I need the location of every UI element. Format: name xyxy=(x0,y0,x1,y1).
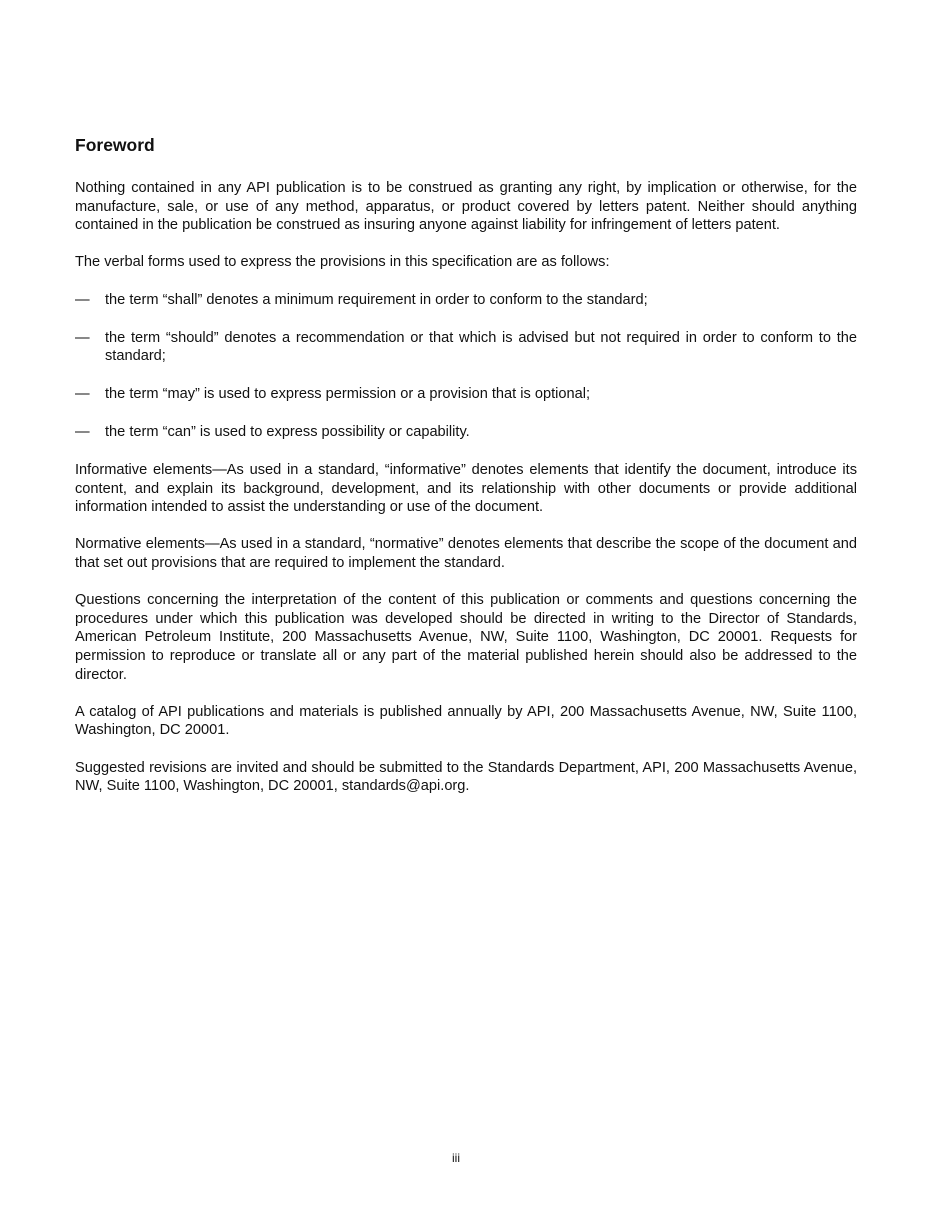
list-item-should xyxy=(75,329,857,366)
list-item-text: the term “should” denotes a recommendation or that which is advised but not required in order to conform to the standard; xyxy=(105,329,857,365)
list-item-text: the term “may” is used to express permission or a provision that is optional; xyxy=(105,386,591,403)
list-item-text: the term “can” is used to express possibility or capability. xyxy=(105,424,470,441)
paragraph-patent-disclaimer: Nothing contained in any API publication is to be construed as granting any right, by implication or otherwise, for the manufacture, sale, or use of any method, apparatus, or product covered by letters patent. Neither should anything contained in the publication be construed as insuring anyone against liability for infringement of letters patent. xyxy=(75,180,857,234)
list-item-shall xyxy=(75,291,857,310)
paragraph-informative-elements: Informative elements—As used in a standard, “informative” denotes elements that identify the document, introduce its content, and explain its background, development, and its relationship with other documents or provide additional information intended to assist the understanding or use of the document. xyxy=(75,462,857,516)
paragraph-catalog: A catalog of API publications and materials is published annually by API, 200 Massachusetts Avenue, NW, Suite 1100, Washington, DC 20001. xyxy=(75,703,857,739)
section-heading: Foreword xyxy=(75,135,155,155)
page-content xyxy=(75,134,857,814)
paragraph-suggested-revisions: Suggested revisions are invited and should be submitted to the Standards Department, API, 200 Massachusetts Avenue, NW, Suite 1100, Washington, DC 20001, standards@api.org. xyxy=(75,759,857,795)
list-dash: — xyxy=(75,329,90,346)
list-dash: — xyxy=(75,386,90,403)
list-dash: — xyxy=(75,424,90,441)
paragraph-normative-elements: Normative elements—As used in a standard, “normative” denotes elements that describe the scope of the document and that set out provisions that are required to implement the standard. xyxy=(75,536,857,572)
list-item-may xyxy=(75,385,857,404)
list-item-text: the term “shall” denotes a minimum requirement in order to conform to the standard; xyxy=(105,291,648,308)
page-number: iii xyxy=(452,1151,460,1165)
paragraph-questions-contact: Questions concerning the interpretation of the content of this publication or comments and questions concerning the procedures under which this publication was developed should be directed in writing to the Director of Standards, American Petroleum Institute, 200 Massachusetts Avenue, NW, Suite 1100, Washington, DC 20001. Requests for permission to reproduce or translate all or any part of the material published herein should also be addressed to the director. xyxy=(75,592,857,683)
list-dash: — xyxy=(75,291,90,308)
paragraph-verbal-forms-intro: The verbal forms used to express the provisions in this specification are as follows: xyxy=(75,254,610,271)
list-item-can xyxy=(75,423,857,442)
